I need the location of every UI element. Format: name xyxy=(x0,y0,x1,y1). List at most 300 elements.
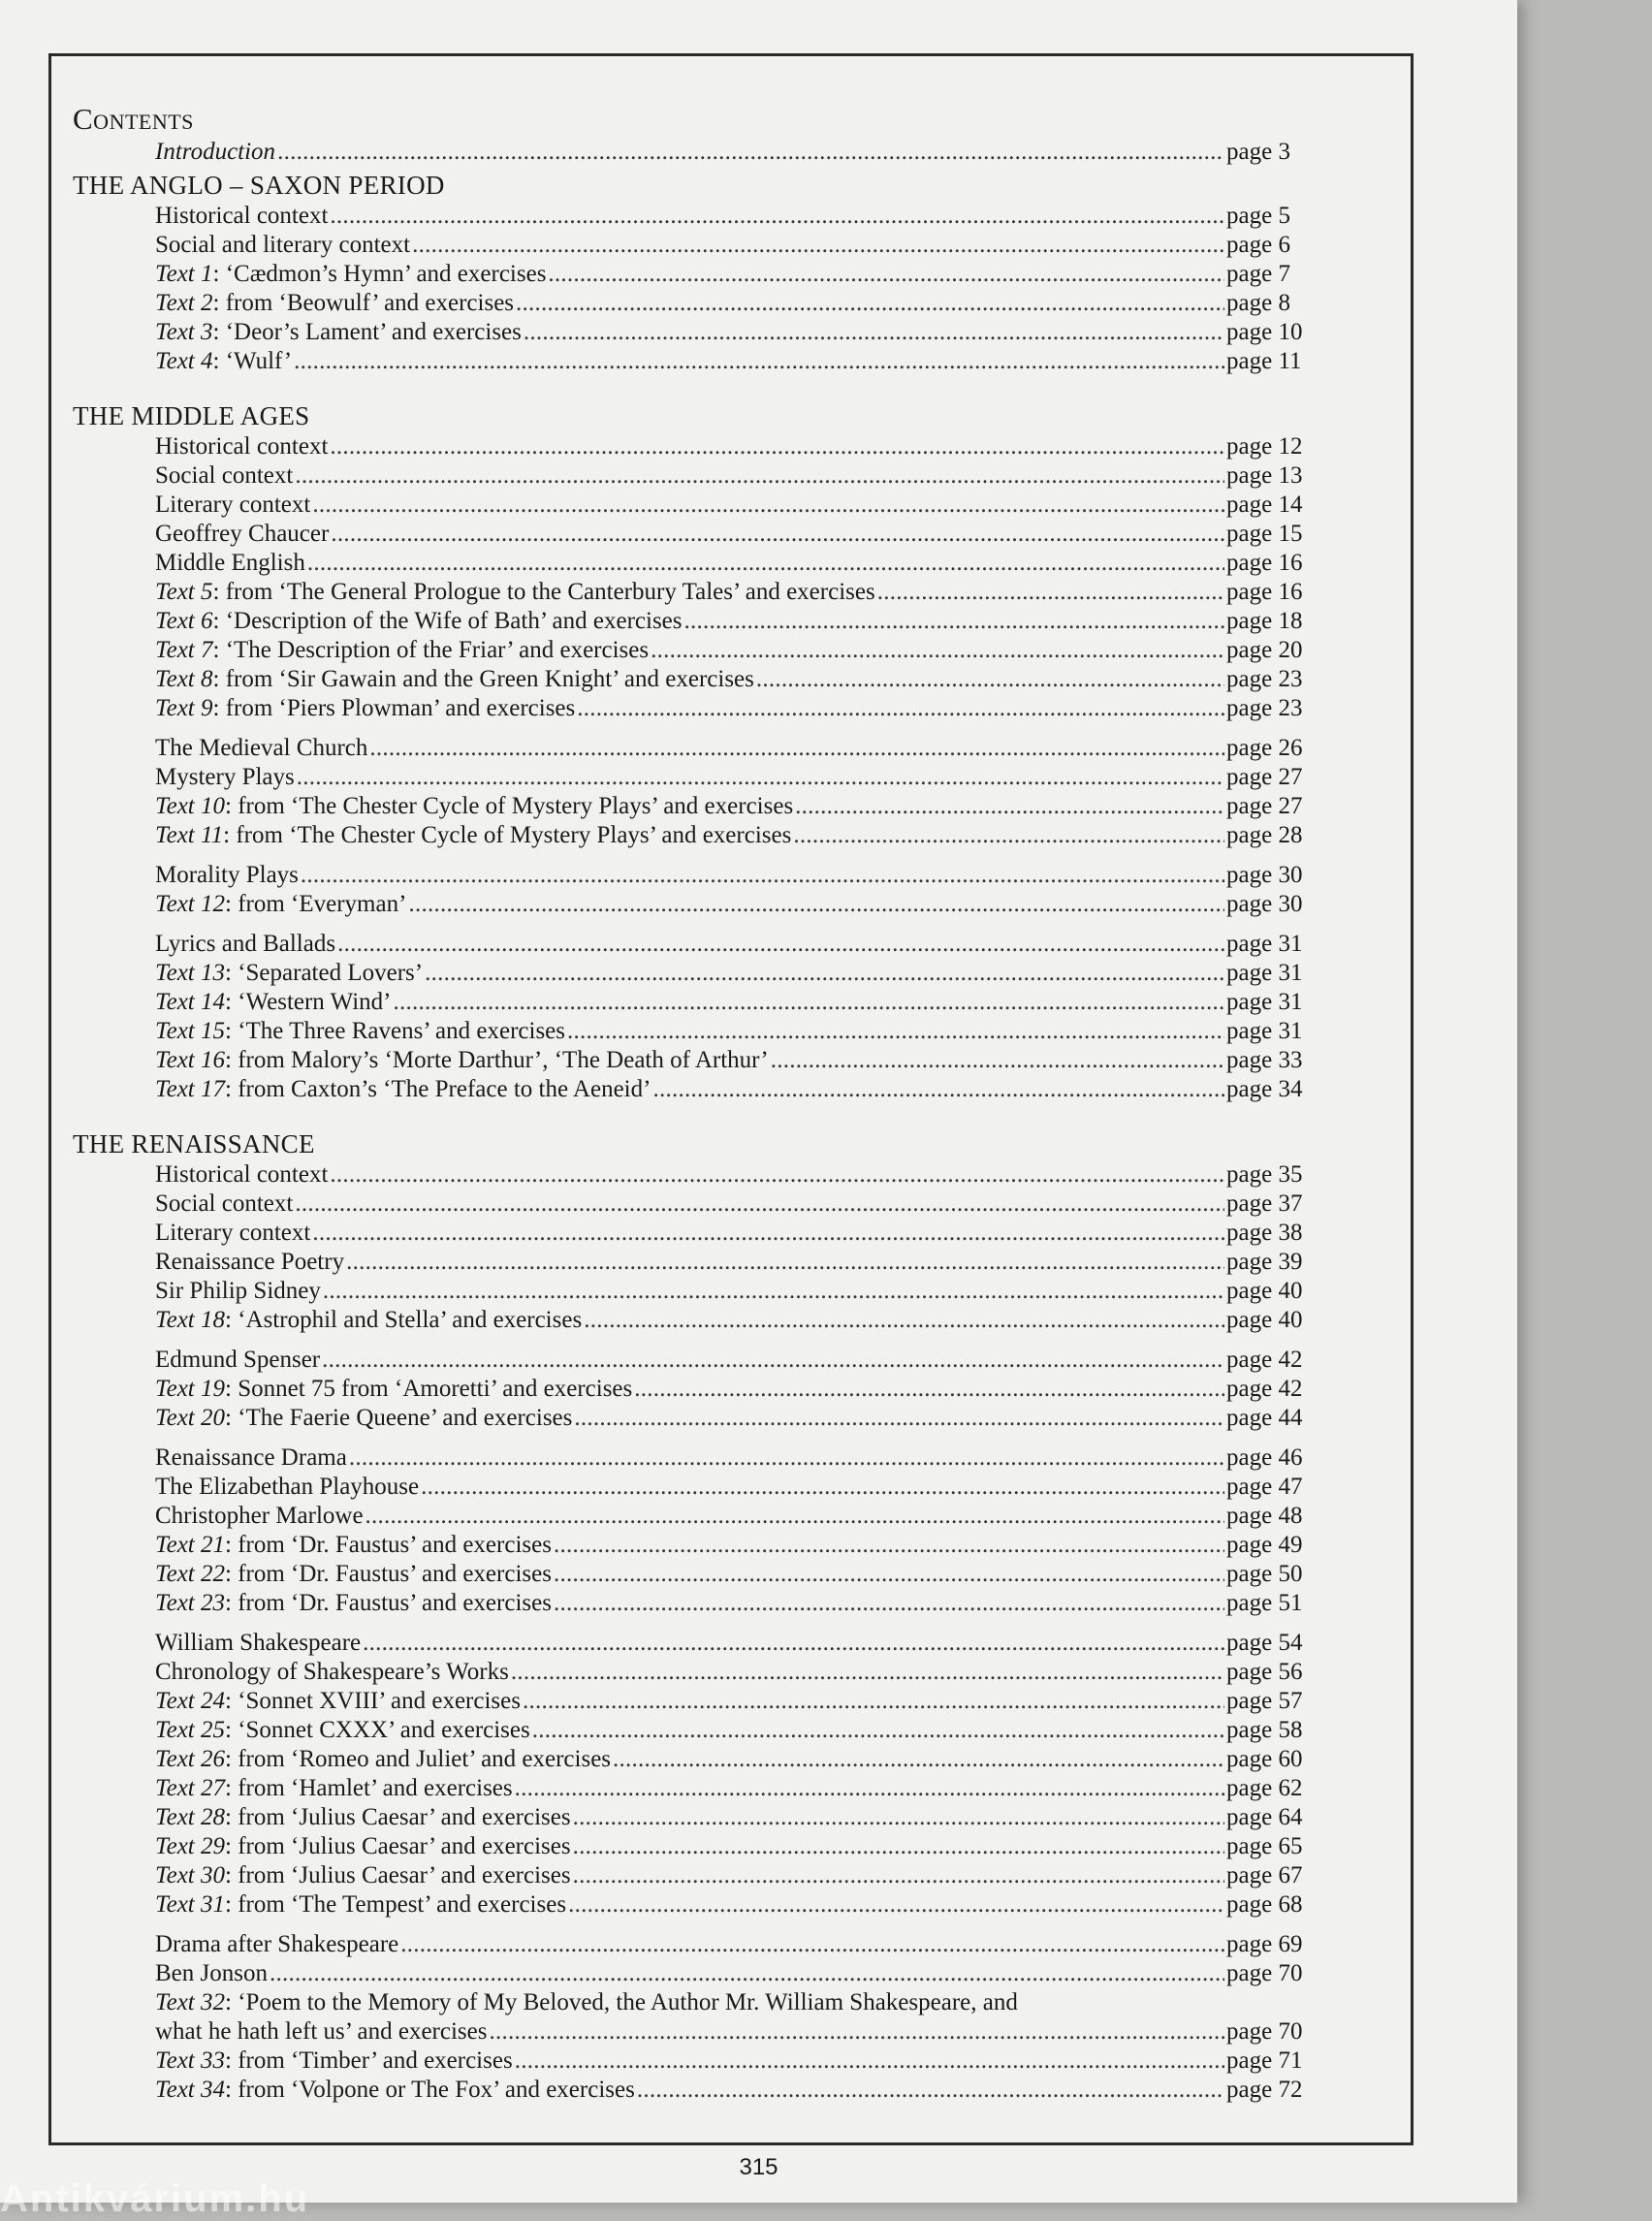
toc-entry xyxy=(155,1346,1323,1375)
entry-label: Text 29 xyxy=(155,1833,225,1859)
entry-text: Social context xyxy=(155,462,294,489)
dot-leader xyxy=(295,461,1224,491)
entry-title xyxy=(155,2046,513,2076)
toc-entry xyxy=(155,549,1323,578)
toc-entry xyxy=(155,1531,1323,1560)
entry-title xyxy=(155,1219,310,1248)
entry-text: : from ‘Romeo and Juliet’ and exercises xyxy=(225,1746,612,1772)
entry-page: page 30 xyxy=(1226,891,1303,917)
entry-label: Text 24 xyxy=(155,1688,225,1714)
entry-text: Geoffrey Chaucer xyxy=(155,521,330,547)
entry-text: Edmund Spenser xyxy=(155,1347,321,1373)
entry-text: : ‘The Faerie Queene’ and exercises xyxy=(225,1405,573,1431)
entry-page: page 27 xyxy=(1226,764,1303,790)
entry-title xyxy=(155,1989,1018,2015)
entry-page: page 3 xyxy=(1226,139,1290,165)
table-of-contents xyxy=(73,101,1323,2115)
toc-entry xyxy=(155,432,1323,461)
entry-text: : from Malory’s ‘Morte Darthur’, ‘The Death of Arthur’ xyxy=(225,1047,769,1073)
dot-leader xyxy=(567,1017,1224,1046)
toc-entry xyxy=(155,607,1323,636)
dot-leader xyxy=(684,607,1224,636)
entry-title xyxy=(155,1531,552,1560)
entry-text: Morality Plays xyxy=(155,862,299,888)
dot-leader xyxy=(346,1248,1224,1277)
toc-entry xyxy=(155,1589,1323,1618)
entry-text: Ben Jonson xyxy=(155,1960,268,1986)
dot-leader xyxy=(312,491,1224,520)
entry-page: page 40 xyxy=(1226,1278,1303,1304)
entry-title xyxy=(155,318,522,347)
entry-page: page 68 xyxy=(1226,1891,1303,1918)
entry-label: Text 11 xyxy=(155,822,224,848)
entry-title xyxy=(155,1444,347,1473)
dot-leader xyxy=(756,665,1224,694)
entry-title xyxy=(155,763,295,792)
entry-group xyxy=(155,1930,1323,2105)
toc-entry xyxy=(155,289,1323,318)
dot-leader xyxy=(421,1473,1224,1502)
toc-entry xyxy=(155,491,1323,520)
entry-page: page 58 xyxy=(1226,1717,1303,1743)
dot-leader xyxy=(771,1046,1224,1075)
entry-title xyxy=(155,1306,582,1335)
entry-text: Middle English xyxy=(155,550,305,576)
entry-text: : ‘Separated Lovers’ xyxy=(225,960,424,986)
dot-leader xyxy=(363,1629,1224,1658)
contents-title: Contents xyxy=(73,102,194,136)
toc-entry xyxy=(155,665,1323,694)
entry-page: page 42 xyxy=(1226,1376,1303,1402)
entry-page: page 72 xyxy=(1226,2077,1303,2103)
dot-leader xyxy=(634,1375,1224,1404)
entry-title xyxy=(155,549,305,578)
entry-label: Text 15 xyxy=(155,1018,225,1044)
entry-page: page 8 xyxy=(1226,290,1290,316)
entry-label: Text 8 xyxy=(155,666,213,692)
entry-title xyxy=(155,1473,419,1502)
entry-text: : from ‘The General Prologue to the Canterbury Tales’ and exercises xyxy=(212,579,875,605)
entry-page: page 10 xyxy=(1226,319,1303,345)
entry-label: Text 16 xyxy=(155,1047,225,1073)
entry-text: : from ‘The Tempest’ and exercises xyxy=(225,1891,567,1918)
entry-page: page 5 xyxy=(1226,203,1290,229)
section-entries xyxy=(73,202,1323,376)
entry-page: page 67 xyxy=(1226,1862,1303,1888)
dot-leader xyxy=(652,1075,1224,1104)
entry-group xyxy=(155,930,1323,1104)
toc-entry xyxy=(155,260,1323,289)
toc-entry xyxy=(155,890,1323,919)
entry-title xyxy=(155,665,754,694)
entry-label: Text 25 xyxy=(155,1717,225,1743)
dot-leader xyxy=(369,734,1224,763)
entry-title xyxy=(155,260,546,289)
entry-label: Text 14 xyxy=(155,989,225,1015)
entry-line xyxy=(155,1988,1323,2017)
entry-page: page 42 xyxy=(1226,1347,1303,1373)
entry-label: Text 21 xyxy=(155,1532,225,1558)
entry-title xyxy=(155,2076,635,2105)
entry-title xyxy=(155,520,329,549)
dot-leader xyxy=(515,1774,1224,1803)
entry-label: Text 13 xyxy=(155,960,225,986)
entry-label: Text 30 xyxy=(155,1862,225,1888)
toc-entry xyxy=(155,1502,1323,1531)
entry-text: Social context xyxy=(155,1190,294,1217)
entry-page: page 26 xyxy=(1226,735,1303,761)
entry-label: Text 2 xyxy=(155,290,213,316)
entry-page: page 64 xyxy=(1226,1804,1303,1830)
entry-title xyxy=(155,1803,571,1832)
toc-entry xyxy=(155,1160,1323,1190)
entry-title xyxy=(155,1959,268,1988)
entry-title xyxy=(155,231,410,260)
entry-group xyxy=(155,1346,1323,1433)
entry-text: : ‘Cædmon’s Hymn’ and exercises xyxy=(212,261,547,287)
dot-leader xyxy=(297,763,1224,792)
dot-leader xyxy=(330,432,1224,461)
toc-entry xyxy=(155,1404,1323,1433)
entry-page: page 51 xyxy=(1226,1590,1303,1616)
entry-title xyxy=(155,1629,361,1658)
toc-entry xyxy=(155,347,1323,376)
entry-label: Text 7 xyxy=(155,637,213,663)
dot-leader xyxy=(489,2017,1224,2046)
toc-entry xyxy=(155,636,1323,665)
entry-page: page 57 xyxy=(1226,1688,1303,1714)
entry-text: Christopher Marlowe xyxy=(155,1503,364,1529)
toc-entry xyxy=(155,1930,1323,1959)
entry-title xyxy=(155,491,310,520)
entry-text: what he hath left us’ and exercises xyxy=(155,2018,488,2045)
entry-title xyxy=(155,1716,530,1745)
dot-leader xyxy=(400,1930,1224,1959)
toc-entry xyxy=(155,861,1323,890)
entry-page: page 70 xyxy=(1226,2018,1303,2045)
entry-text: : from ‘Julius Caesar’ and exercises xyxy=(225,1833,571,1859)
entry-title xyxy=(155,861,299,890)
dot-leader xyxy=(270,1959,1224,1988)
toc-entry xyxy=(155,1629,1323,1658)
toc-entry xyxy=(155,1890,1323,1920)
dot-leader xyxy=(532,1716,1224,1745)
section-heading: THE RENAISSANCE xyxy=(73,1129,315,1158)
dot-leader xyxy=(511,1658,1224,1687)
entry-page: page 46 xyxy=(1226,1444,1303,1471)
entry-title xyxy=(155,1930,398,1959)
toc-entry-introduction xyxy=(155,138,1323,167)
dot-leader xyxy=(277,138,1224,167)
entry-text: : ‘Sonnet CXXX’ and exercises xyxy=(225,1717,530,1743)
entry-page: page 11 xyxy=(1226,348,1302,374)
entry-page: page 71 xyxy=(1226,2047,1303,2074)
entry-title xyxy=(155,138,275,167)
dot-leader xyxy=(573,1861,1224,1890)
dot-leader xyxy=(795,792,1224,821)
dot-leader xyxy=(295,1190,1224,1219)
toc-entry xyxy=(155,1375,1323,1404)
entry-label: Text 19 xyxy=(155,1376,225,1402)
toc-entry xyxy=(155,821,1323,850)
entry-label: Text 5 xyxy=(155,579,213,605)
entry-label: Text 12 xyxy=(155,891,225,917)
dot-leader xyxy=(331,520,1224,549)
dot-leader xyxy=(554,1531,1224,1560)
dot-leader xyxy=(613,1745,1224,1774)
dot-leader xyxy=(573,1803,1224,1832)
sections-container xyxy=(73,169,1323,2105)
entry-text: Literary context xyxy=(155,1220,311,1246)
entry-text: : ‘The Description of the Friar’ and exercises xyxy=(212,637,650,663)
entry-page: page 50 xyxy=(1226,1561,1303,1587)
entry-page: page 49 xyxy=(1226,1532,1303,1558)
entry-title xyxy=(155,1658,509,1687)
entry-text: : ‘Description of the Wife of Bath’ and exercises xyxy=(212,608,683,634)
dot-leader xyxy=(365,1502,1224,1531)
entry-text: The Elizabethan Playhouse xyxy=(155,1474,420,1500)
entry-title xyxy=(155,347,292,376)
toc-entry xyxy=(155,1687,1323,1716)
toc-entry xyxy=(155,1774,1323,1803)
entry-text: Drama after Shakespeare xyxy=(155,1931,399,1957)
entry-text: : from ‘Dr. Faustus’ and exercises xyxy=(225,1590,552,1616)
entry-title xyxy=(155,792,793,821)
toc-entry xyxy=(155,520,1323,549)
entry-text: : from ‘Sir Gawain and the Green Knight’ and exercises xyxy=(212,666,754,692)
entry-title xyxy=(155,959,423,988)
entry-label: Text 27 xyxy=(155,1775,225,1801)
dot-leader xyxy=(307,549,1224,578)
entry-group xyxy=(155,202,1323,376)
toc-entry xyxy=(155,763,1323,792)
dot-leader xyxy=(330,1160,1224,1190)
toc-entry xyxy=(155,1745,1323,1774)
entry-page: page 37 xyxy=(1226,1190,1303,1217)
entry-page: page 31 xyxy=(1226,1018,1303,1044)
entry-page: page 48 xyxy=(1226,1503,1303,1529)
entry-line xyxy=(155,2017,1323,2046)
toc-entry xyxy=(155,2076,1323,2105)
dot-leader xyxy=(523,1687,1224,1716)
entry-title xyxy=(155,1375,632,1404)
entry-text: William Shakespeare xyxy=(155,1630,362,1656)
entry-text: : from ‘Julius Caesar’ and exercises xyxy=(225,1804,571,1830)
entry-title xyxy=(155,1190,293,1219)
entry-text: Chronology of Shakespeare’s Works xyxy=(155,1659,509,1685)
entry-page: page 7 xyxy=(1226,261,1290,287)
entry-page: page 40 xyxy=(1226,1307,1303,1333)
entry-group xyxy=(155,734,1323,850)
toc-entry xyxy=(155,1803,1323,1832)
entry-label: Text 17 xyxy=(155,1076,225,1102)
entry-title xyxy=(155,1502,364,1531)
watermark: Antikvárium.hu xyxy=(0,2177,310,2220)
entry-page: page 31 xyxy=(1226,931,1303,957)
entry-page: page 30 xyxy=(1226,862,1303,888)
entry-label: Text 28 xyxy=(155,1804,225,1830)
entry-text: Renaissance Drama xyxy=(155,1444,347,1471)
dot-leader xyxy=(408,890,1224,919)
entry-text: : ‘Sonnet XVIII’ and exercises xyxy=(225,1688,521,1714)
dot-leader xyxy=(516,289,1224,318)
entry-group xyxy=(155,1444,1323,1618)
entry-text: Mystery Plays xyxy=(155,764,295,790)
entry-text: Sir Philip Sidney xyxy=(155,1278,321,1304)
dot-leader xyxy=(651,636,1224,665)
toc-section xyxy=(73,169,1323,376)
entry-text: : Sonnet 75 from ‘Amoretti’ and exercises xyxy=(225,1376,633,1402)
entry-page: page 16 xyxy=(1226,579,1303,605)
entry-label: Text 33 xyxy=(155,2047,225,2074)
entry-title xyxy=(155,1745,611,1774)
entry-title xyxy=(155,1160,328,1190)
entry-title xyxy=(155,1687,521,1716)
entry-text: : from ‘Piers Plowman’ and exercises xyxy=(212,695,576,721)
toc-entry xyxy=(155,1473,1323,1502)
toc-section xyxy=(73,1127,1323,2105)
entry-label: Text 6 xyxy=(155,608,213,634)
entry-page: page 28 xyxy=(1226,822,1303,848)
entry-title xyxy=(155,1075,651,1104)
entry-page: page 70 xyxy=(1226,1960,1303,1986)
entry-text: : from Caxton’s ‘The Preface to the Aeneid’ xyxy=(225,1076,651,1102)
entry-title xyxy=(155,1890,566,1920)
toc-entry xyxy=(155,1046,1323,1075)
dot-leader xyxy=(425,959,1224,988)
entry-text: : from ‘Volpone or The Fox’ and exercises xyxy=(225,2077,635,2103)
dot-leader xyxy=(554,1560,1224,1589)
entry-title xyxy=(155,1589,552,1618)
entry-text: : from ‘Everyman’ xyxy=(225,891,407,917)
section-heading: THE ANGLO – SAXON PERIOD xyxy=(73,171,445,200)
dot-leader xyxy=(393,988,1224,1017)
entry-label: Text 26 xyxy=(155,1746,225,1772)
entry-title xyxy=(155,578,875,607)
page-number: 315 xyxy=(739,2154,778,2180)
entry-text: Literary context xyxy=(155,492,311,518)
toc-entry xyxy=(155,1277,1323,1306)
entry-page: page 56 xyxy=(1226,1659,1303,1685)
entry-title xyxy=(155,890,406,919)
entry-page: page 15 xyxy=(1226,521,1303,547)
dot-leader xyxy=(312,1219,1224,1248)
entry-text: Historical context xyxy=(155,1161,329,1188)
toc-entry xyxy=(155,1075,1323,1104)
entry-text: : ‘The Three Ravens’ and exercises xyxy=(225,1018,566,1044)
entry-text: Historical context xyxy=(155,433,329,460)
entry-title xyxy=(155,1046,769,1075)
entry-page: page 16 xyxy=(1226,550,1303,576)
toc-entry xyxy=(155,1219,1323,1248)
entry-title xyxy=(155,1832,571,1861)
entry-label: Text 23 xyxy=(155,1590,225,1616)
entry-group xyxy=(155,1160,1323,1335)
toc-entry xyxy=(155,1248,1323,1277)
dot-leader xyxy=(637,2076,1224,2105)
dot-leader xyxy=(301,861,1224,890)
entry-page: page 33 xyxy=(1226,1047,1303,1073)
entry-text: : from ‘Dr. Faustus’ and exercises xyxy=(225,1532,552,1558)
dot-leader xyxy=(412,231,1224,260)
entry-text: : from ‘The Chester Cycle of Mystery Plays’ and exercises xyxy=(223,822,792,848)
entry-title xyxy=(155,694,575,723)
toc-entry xyxy=(155,1832,1323,1861)
entry-text: : from ‘Dr. Faustus’ and exercises xyxy=(225,1561,552,1587)
entry-label: Text 4 xyxy=(155,348,213,374)
dot-leader xyxy=(574,1404,1224,1433)
toc-entry xyxy=(155,202,1323,231)
entry-text: Historical context xyxy=(155,203,329,229)
entry-label: Text 1 xyxy=(155,261,213,287)
entry-label: Text 10 xyxy=(155,793,225,819)
entry-page: page 34 xyxy=(1226,1076,1303,1102)
entry-text: : ‘Western Wind’ xyxy=(225,989,392,1015)
entry-page: page 54 xyxy=(1226,1630,1303,1656)
dot-leader xyxy=(568,1890,1224,1920)
entry-title xyxy=(155,202,328,231)
dot-leader xyxy=(577,694,1224,723)
entry-page: page 14 xyxy=(1226,492,1303,518)
entry-label: Text 32 xyxy=(155,1989,225,2015)
entry-title xyxy=(155,988,391,1017)
dot-leader xyxy=(573,1832,1224,1861)
entry-title xyxy=(155,1861,571,1890)
toc-entry xyxy=(155,988,1323,1017)
entry-label: Text 3 xyxy=(155,319,213,345)
toc-entry xyxy=(155,1861,1323,1890)
toc-entry xyxy=(155,1716,1323,1745)
entry-text: : ‘Deor’s Lament’ and exercises xyxy=(212,319,522,345)
entry-label: Text 31 xyxy=(155,1891,225,1918)
dot-leader xyxy=(322,1346,1224,1375)
entry-text: : from ‘Julius Caesar’ and exercises xyxy=(225,1862,571,1888)
toc-entry xyxy=(155,792,1323,821)
entry-page: page 12 xyxy=(1226,433,1303,460)
entry-title xyxy=(155,2017,487,2046)
dot-leader xyxy=(524,318,1224,347)
entry-text: : ‘Poem to the Memory of My Beloved, the Author Mr. William Shakespeare, and xyxy=(225,1989,1018,2015)
entry-title xyxy=(155,930,335,959)
toc-entry xyxy=(155,734,1323,763)
toc-entry xyxy=(155,1190,1323,1219)
entry-page: page 6 xyxy=(1226,232,1290,258)
entry-text: : from ‘Hamlet’ and exercises xyxy=(225,1775,513,1801)
entry-page: page 60 xyxy=(1226,1746,1303,1772)
toc-entry xyxy=(155,1560,1323,1589)
toc-entry xyxy=(155,1444,1323,1473)
entry-page: page 20 xyxy=(1226,637,1303,663)
entry-page: page 44 xyxy=(1226,1405,1303,1431)
dot-leader xyxy=(349,1444,1224,1473)
toc-entry xyxy=(155,318,1323,347)
dot-leader xyxy=(584,1306,1224,1335)
entry-title xyxy=(155,636,649,665)
toc-section xyxy=(73,399,1323,1104)
toc-entry xyxy=(155,1017,1323,1046)
entry-label: Introduction xyxy=(155,139,276,165)
entry-text: Social and literary context xyxy=(155,232,411,258)
entry-text: : from ‘The Chester Cycle of Mystery Plays’ and exercises xyxy=(225,793,794,819)
toc-entry xyxy=(155,1658,1323,1687)
dot-leader xyxy=(294,347,1224,376)
entry-title xyxy=(155,1560,552,1589)
toc-entry xyxy=(155,694,1323,723)
toc-entry xyxy=(155,1306,1323,1335)
entry-label: Text 9 xyxy=(155,695,213,721)
entry-page: page 23 xyxy=(1226,695,1303,721)
toc-entry xyxy=(155,578,1323,607)
